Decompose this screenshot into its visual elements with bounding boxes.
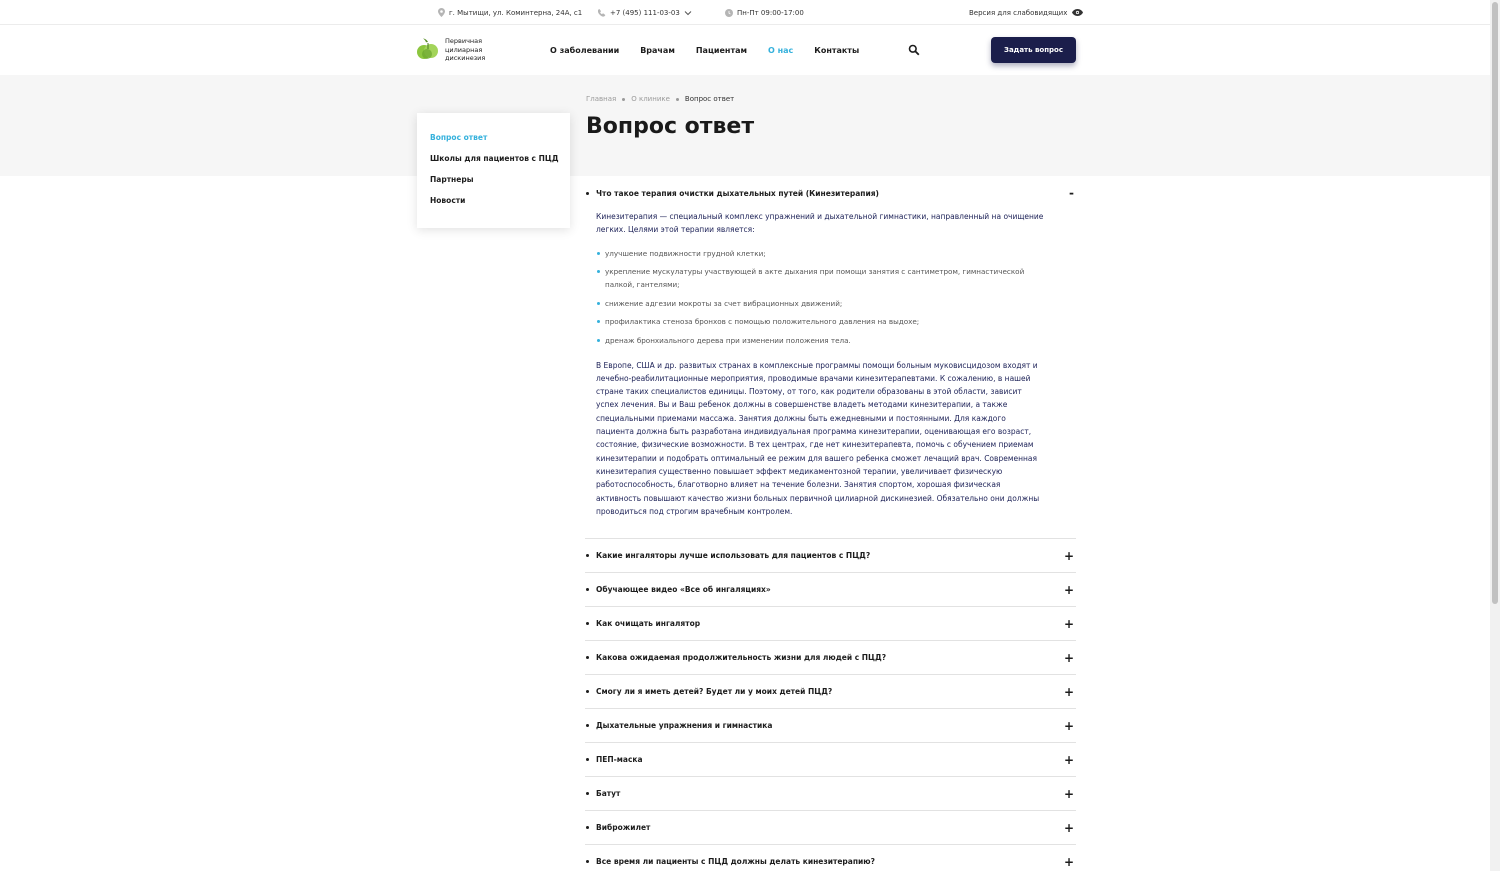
- faq-question-text: Какие ингаляторы лучше использовать для пациентов с ПЦД?: [596, 551, 871, 561]
- list-item: дренаж бронхиального дерева при изменении положения тела.: [596, 334, 1045, 347]
- address-text: г. Мытищи, ул. Коминтерна, 24А, с1: [449, 8, 583, 17]
- bullet-dot: [586, 826, 589, 829]
- logo-line: дискинезия: [445, 54, 486, 62]
- expand-toggle[interactable]: +: [1063, 855, 1074, 870]
- faq-question-header[interactable]: [585, 539, 1076, 572]
- bullet-dot: [586, 656, 589, 659]
- expand-toggle[interactable]: +: [1063, 583, 1074, 598]
- phone-link[interactable]: [598, 0, 696, 25]
- faq-question-header[interactable]: [585, 176, 1076, 210]
- logo-line: Первичная: [445, 37, 483, 45]
- nav-patients[interactable]: Пациентам: [695, 45, 748, 55]
- faq-question-text: Виброжилет: [596, 823, 651, 833]
- top-info-bar: [0, 0, 1490, 25]
- bullet-dot: [586, 192, 589, 195]
- faq-question-text: Как очищать ингалятор: [596, 619, 701, 629]
- faq-question-header[interactable]: [585, 607, 1076, 640]
- faq-item: [585, 539, 1076, 573]
- scrollbar-thumb[interactable]: [1492, 2, 1498, 604]
- faq-item: [585, 709, 1076, 743]
- answer-bullet-list: [596, 247, 1045, 347]
- location-pin-icon: [438, 8, 445, 17]
- eye-icon: [1072, 9, 1083, 16]
- breadcrumb: [586, 95, 734, 103]
- faq-question-text: Обучающее видео «Все об ингаляциях»: [596, 585, 771, 595]
- bullet-dot: [586, 758, 589, 761]
- nav-about-disease[interactable]: О заболевании: [550, 45, 620, 55]
- faq-item: [585, 607, 1076, 641]
- faq-question-header[interactable]: [585, 811, 1076, 844]
- nav-contacts[interactable]: Контакты: [814, 45, 860, 55]
- faq-question-header[interactable]: [585, 743, 1076, 776]
- page-title: Вопрос ответ: [586, 114, 755, 139]
- sidebar-item-news[interactable]: Новости: [430, 196, 466, 205]
- clock-icon: [725, 9, 733, 17]
- phone-icon: [598, 9, 606, 17]
- list-item: профилактика стеноза бронхов с помощью положительного давления на выдохе;: [596, 315, 1045, 328]
- breadcrumb-clinic[interactable]: О клинике: [631, 95, 670, 103]
- faq-question-header[interactable]: [585, 845, 1076, 871]
- working-hours: [725, 0, 804, 25]
- collapse-toggle[interactable]: -: [1069, 186, 1074, 200]
- faq-question-text: Все время ли пациенты с ПЦД должны делать кинезитерапию?: [596, 857, 875, 867]
- list-item: снижение адгезии мокроты за счет вибрационных движений;: [596, 297, 1045, 310]
- chevron-down-icon: [684, 10, 692, 16]
- bullet-dot: [586, 690, 589, 693]
- accessibility-text: Версия для слабовидящих: [969, 8, 1068, 17]
- ask-question-button[interactable]: Задать вопрос: [991, 37, 1076, 63]
- faq-item: [585, 743, 1076, 777]
- expand-toggle[interactable]: +: [1063, 753, 1074, 768]
- logo-apple-icon: [417, 38, 439, 62]
- breadcrumb-separator: [622, 98, 625, 101]
- faq-question-text: ПЕП-маска: [596, 755, 643, 765]
- bullet-dot: [586, 860, 589, 863]
- address: [438, 0, 582, 25]
- bullet-dot: [586, 588, 589, 591]
- search-icon[interactable]: [908, 44, 920, 56]
- sidebar-item-schools[interactable]: Школы для пациентов с ПЦД: [430, 154, 559, 163]
- phone-text: +7 (495) 111-03-03: [610, 8, 680, 17]
- list-item: улучшение подвижности грудной клетки;: [596, 247, 1045, 260]
- breadcrumb-home[interactable]: Главная: [586, 95, 617, 103]
- expand-toggle[interactable]: +: [1063, 549, 1074, 564]
- expand-toggle[interactable]: +: [1063, 821, 1074, 836]
- hours-text: Пн-Пт 09:00-17:00: [737, 8, 804, 17]
- faq-question-text: Дыхательные упражнения и гимнастика: [596, 721, 773, 731]
- faq-question-text: Какова ожидаемая продолжительность жизни для людей с ПЦД?: [596, 653, 887, 663]
- faq-item-open: [585, 176, 1076, 539]
- answer-body: В Европе, США и др. развитых странах в комплексные программы помощи больным муковисцидозом входят и лечебно-реабилитационные мероприятия, проводимые врачами кинезитерапевтами. К сожалению, в нашей стране таких специалистов единицы. Поэтому, от того, как родители образованы в этой области, зависит успех лечения. Вы и Ваш ребенок должны в совершенстве владеть методами кинезитерапии, а также специальными приемами массажа. Занятия должны быть ежедневными и постоянными. Для каждого пациента должна быть разработана индивидуальная программа кинезитерапии, оценивающая его возраст, состояние, физические возможности. В тех центрах, где нет кинезитерапевта, помочь с обучением приемам кинезитерапии и подобрать оптимальный ее режим для вашего ребенка сможет лечащий врач. Современная кинезитерапия существенно повышает эффект медикаментозной терапии, увеличивает физическую работоспособность, благотворно влияет на течение болезни. Занятия спортом, хорошая физическая активность повышают качество жизни больных первичной цилиарной дискинезией. Обязательно они должны проводиться под строгим врачебным контролем.: [596, 360, 1040, 516]
- faq-item: [585, 845, 1076, 871]
- sidebar-item-faq[interactable]: Вопрос ответ: [430, 133, 488, 142]
- nav-about-us[interactable]: О нас: [768, 45, 794, 55]
- bullet-dot: [586, 724, 589, 727]
- faq-question-header[interactable]: [585, 573, 1076, 606]
- faq-item: [585, 811, 1076, 845]
- breadcrumb-separator: [676, 98, 679, 101]
- logo-line: цилиарная: [445, 45, 483, 54]
- faq-question-header[interactable]: [585, 641, 1076, 674]
- faq-question-header[interactable]: [585, 777, 1076, 810]
- faq-question-text: Что такое терапия очистки дыхательных путей (Кинезитерапия): [596, 188, 879, 198]
- logo[interactable]: [417, 37, 505, 63]
- faq-item: [585, 641, 1076, 675]
- faq-item: [585, 573, 1076, 607]
- faq-item: [585, 675, 1076, 709]
- faq-question-header[interactable]: [585, 709, 1076, 742]
- sidebar-item-partners[interactable]: Партнеры: [430, 175, 474, 184]
- accessibility-link[interactable]: [969, 0, 1083, 25]
- answer-intro: Кинезитерапия — специальный комплекс упражнений и дыхательной гимнастики, направленный на очищение легких. Целями этой терапии является:: [596, 212, 1044, 235]
- expand-toggle[interactable]: +: [1063, 719, 1074, 734]
- faq-answer: [585, 210, 1045, 538]
- expand-toggle[interactable]: +: [1063, 617, 1074, 632]
- expand-toggle[interactable]: +: [1063, 685, 1074, 700]
- faq-question-text: Смогу ли я иметь детей? Будет ли у моих детей ПЦД?: [596, 687, 833, 697]
- logo-text: [445, 37, 505, 63]
- list-item: укрепление мускулатуры участвующей в акте дыхания при помощи занятия с сантиметром, гимнастической палкой, гантелями;: [596, 265, 1045, 291]
- expand-toggle[interactable]: +: [1063, 787, 1074, 802]
- sidebar-menu: [417, 113, 570, 228]
- faq-question-text: Батут: [596, 789, 621, 799]
- faq-question-header[interactable]: [585, 675, 1076, 708]
- bullet-dot: [586, 792, 589, 795]
- nav-doctors[interactable]: Врачам: [640, 45, 675, 55]
- breadcrumb-current: Вопрос ответ: [684, 95, 735, 103]
- bullet-dot: [586, 622, 589, 625]
- faq-accordion: [585, 176, 1076, 871]
- bullet-dot: [586, 554, 589, 557]
- main-nav: [550, 25, 880, 75]
- expand-toggle[interactable]: +: [1063, 651, 1074, 666]
- site-header: [0, 25, 1490, 75]
- faq-item: [585, 777, 1076, 811]
